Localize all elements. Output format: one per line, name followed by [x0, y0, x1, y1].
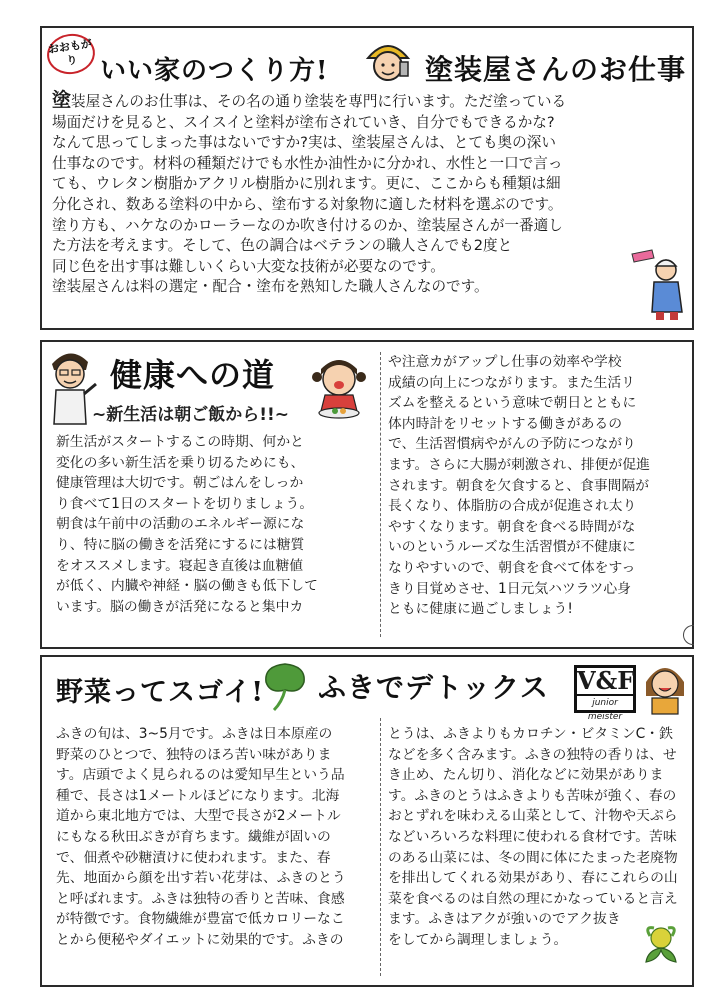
fuki-leaf-icon [262, 660, 308, 712]
section1-title-left: いい家のつくり方! [100, 56, 329, 86]
text-line: やすくなります。朝食を食べる時間がな [388, 518, 636, 535]
text-line: ふきの旬は、3~5月です。ふきは日本原産の [56, 726, 333, 742]
text-line: 新生活がスタートするこの時期、何かと [56, 434, 304, 450]
vf-junior-meister-logo [574, 665, 636, 722]
text-line: 塗装屋さんのお仕事は、その名の通り塗装を専門に行います。ただ塗っている [52, 89, 567, 111]
text-line: をしてから調理しましょう。 [388, 931, 568, 948]
text-line: で、生活習慣病やがんの予防につながり [388, 436, 636, 453]
text-line: 健康管理は大切です。朝ごはんをしっか [56, 475, 304, 492]
text-line: す。ふきのとうはふきよりも苦味が強く、春の [388, 787, 677, 804]
text-line: 種で、長さは1メートルほどになります。北海 [56, 787, 340, 804]
text-line: き止め、たん切り、消化などに効果がありま [388, 767, 664, 784]
text-line: されます。朝食を欠食すると、食事間隔が [388, 477, 650, 494]
text-line: が特徴です。食物繊維が豊富で低カロリーなこ [56, 911, 345, 928]
column-divider [380, 718, 381, 976]
text-line: 塗装屋さんは料の選定・配合・塗布を熟知した職人さんなのです。 [52, 278, 489, 296]
text-line: や注意カがアップし仕事の効率や学校 [388, 354, 622, 370]
text-line: 塗り方も、ハケなのかローラーなのか吹き付けるのか、塗装屋さんが一番適し [52, 216, 563, 234]
text-line: と呼ばれます。ふきは独特の香りと苦味、食感 [56, 890, 345, 907]
text-line: り、特に脳の働きを活発にするには糖質 [56, 536, 305, 553]
mascot-girl-icon [640, 656, 690, 716]
section3-left-column [56, 724, 376, 951]
text-line: 体内時計をリセットする働きがあるの [388, 415, 622, 432]
text-line: 菜を食べるのは自然の理にかなっていると言え [388, 890, 678, 907]
text-line: おとずれを味わえる山菜として、汁物や天ぷら [388, 808, 678, 825]
text-line: いのというルーズな生活習慣が不健康に [388, 539, 636, 556]
text-line: などいろいろな料理に使われる食材です。苦味 [388, 828, 677, 845]
painter-icon [362, 36, 414, 84]
girl-eating-icon [307, 355, 373, 421]
text-line: います。脳の働きが活発になると集中カ [56, 598, 304, 615]
text-line: た方法を考えます。そして、色の調合はベテランの職人さんでも2度と [52, 237, 513, 255]
section3-title-right: ふきでデトックス [318, 671, 549, 704]
column-divider [380, 352, 381, 637]
text-line: 同じ色を出す事は難しいくらい大変な技術が必要なのです。 [52, 257, 445, 275]
text-line: にもなる秋田ぶきが育ちます。繊維が固いの [56, 828, 331, 845]
text-line: ても、ウレタン樹脂かアクリル樹脂かに別れます。更に、ここからも種類は細 [52, 175, 561, 193]
text-line: のある山菜には、冬の間に体にたまった老廃物 [388, 849, 678, 866]
text-line: で、佃煮や砂糖漬けに使われます。また、春 [56, 849, 331, 866]
text-line: きり目覚めさせ、1日元気ハツラツ心身 [388, 580, 631, 597]
text-line: ます。さらに大腸が刺激され、排便が促進 [388, 456, 650, 473]
text-line: 場面だけを見ると、スイスイと塗料が塗布されていき、自分でもできるかな? [52, 113, 555, 131]
text-line: をオススメします。寝起き直後は血糖値 [56, 557, 304, 574]
text-line: 朝食は午前中の活動のエネルギー源にな [56, 516, 305, 533]
text-line: 成績の向上につながります。また生活リ [388, 374, 635, 391]
section3-title-left: 野菜ってスゴイ! [56, 677, 265, 708]
text-line: を排出してくれる効果があり、春にこれらの山 [388, 870, 678, 887]
section2-title: 健康への道 [110, 356, 276, 394]
text-line: が低く、内臓や神経・脳の働きも低下して [56, 578, 318, 595]
text-line: 先、地面から顔を出す若い花芽は、ふきのとう [56, 870, 346, 887]
text-line: なりやすいので、朝食を食べて体をすっ [388, 559, 636, 576]
drop-cap: 塗 [52, 89, 72, 111]
painter-illustration [630, 248, 688, 322]
text-line: 仕事なのです。材料の種類だけでも水性か油性かに分かれ、水性と一口で言っ [52, 154, 563, 172]
text-line: 分化され、数ある塗料の中から、塗布する対象物に適した材料を選ぶのです。 [52, 195, 563, 213]
section1-title-right: 塗装屋さんのお仕事 [425, 53, 687, 86]
text-line: ともに健康に過ごしましょう! [388, 601, 573, 618]
text-line: なんて思ってしまった事はないですか?実は、塗装屋さんは、とても奥の深い [52, 134, 556, 152]
section2-left-column [56, 432, 376, 617]
section1-body [52, 90, 692, 298]
text-line: ズムを整えるという意味で朝日とともに [388, 395, 637, 412]
text-line: 野菜のひとつで、独特のほろ苦い味がありま [56, 746, 332, 763]
text-line: 長くなり、体脂肪の合成が促進され太り [388, 498, 637, 515]
text-line: す。店頭でよく見られるのは愛知早生という品 [56, 767, 345, 784]
text-line: などを多く含みます。ふきの独特の香りは、せ [388, 746, 677, 763]
text-line: り食べて1日のスタートを切りましょう。 [56, 495, 314, 512]
fukinotou-bud-icon [640, 920, 682, 968]
vf-logo-text: V&F [577, 666, 635, 695]
section2-subtitle: ~新生活は朝ご飯から!!~ [92, 405, 289, 425]
vf-logo-subtext: junior meister [577, 694, 633, 724]
text-line: とから便秘やダイエットに効果的です。ふきの [56, 931, 344, 948]
text-line: 道から東北地方では、大型で長さが2メートル [56, 808, 341, 825]
section2-right-column [388, 352, 688, 620]
text-line: 変化の多い新生活を乗り切るためにも、 [56, 454, 305, 471]
text-line: とうは、ふきよりもカロチン・ビタミンC・鉄 [388, 726, 673, 742]
text-line: ます。ふきはアクが強いのでアク抜き [388, 911, 621, 928]
section3-right-column [388, 724, 688, 951]
omogari-badge: おおもがり [44, 31, 97, 77]
